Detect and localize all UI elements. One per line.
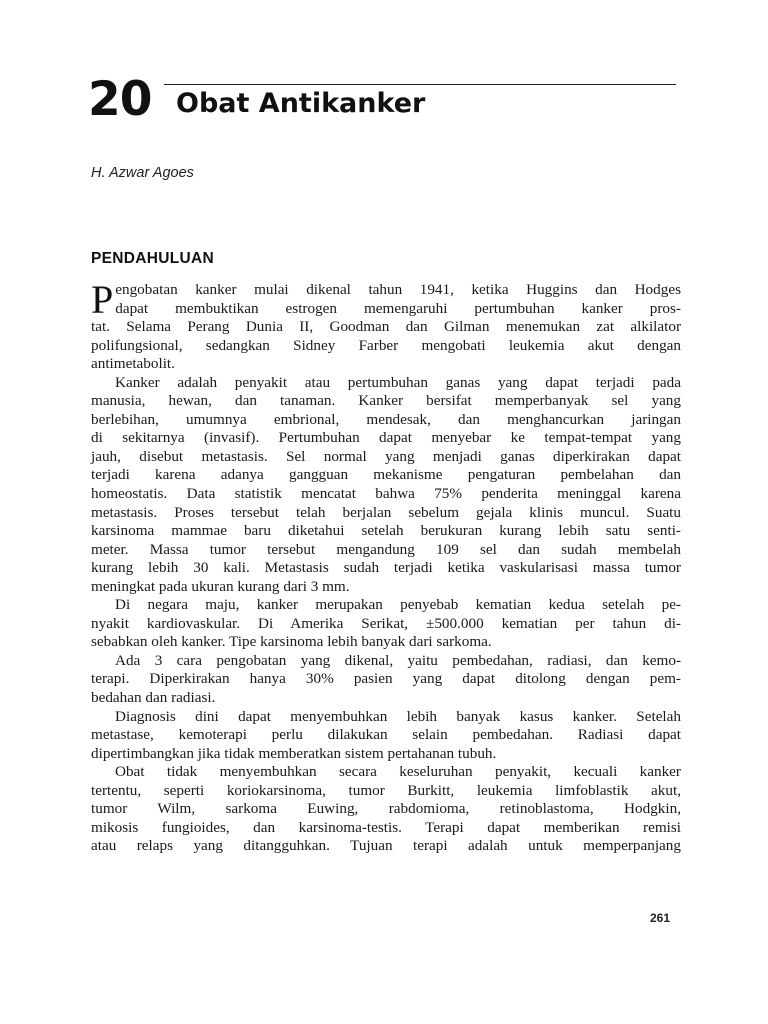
text-line: tertentu, seperti koriokarsinoma, tumor Burkitt, leukemia limfoblastik akut, bbox=[91, 781, 681, 799]
text-line: nyakit kardiovaskular. Di Amerika Serikat, ±500.000 kematian per tahun di- bbox=[91, 614, 681, 632]
drop-cap: P bbox=[91, 277, 114, 322]
text-line: metastasis. Proses tersebut telah berjalan sebelum gejala klinis muncul. Suatu bbox=[91, 503, 681, 521]
text-line: karsinoma mammae baru diketahui setelah berukuran kurang lebih satu senti- bbox=[91, 522, 681, 540]
section-heading: PENDAHULUAN bbox=[91, 250, 214, 267]
text-line: Diagnosis dini dapat menyembuhkan lebih banyak kasus kanker. Setelah bbox=[115, 707, 681, 725]
body-text bbox=[91, 277, 681, 856]
text-line: meter. Massa tumor tersebut mengandung 109 sel dan sudah membelah bbox=[91, 540, 681, 558]
text-line: antimetabolit. bbox=[91, 355, 175, 373]
text-line: mikosis fungioides, dan karsinoma-testis. Terapi dapat memberikan remisi bbox=[91, 818, 681, 836]
text-line: homeostatis. Data statistik mencatat bahwa 75% penderita meninggal karena bbox=[91, 485, 681, 503]
text-line: terjadi karena adanya gangguan mekanisme pengaturan pembelahan dan bbox=[91, 466, 681, 484]
chapter-number: 20 bbox=[88, 72, 152, 127]
text-line: sebabkan oleh kanker. Tipe karsinoma lebih banyak dari sarkoma. bbox=[91, 633, 492, 651]
author-name: H. Azwar Agoes bbox=[91, 165, 194, 181]
text-line: manusia, hewan, dan tanaman. Kanker bersifat memperbanyak sel yang bbox=[91, 392, 681, 410]
text-line: bedahan dan radiasi. bbox=[91, 689, 216, 707]
text-line: dapat membuktikan estrogen memengaruhi pertumbuhan kanker pros- bbox=[115, 299, 681, 317]
text-line: meningkat pada ukuran kurang dari 3 mm. bbox=[91, 577, 350, 595]
page-number: 261 bbox=[650, 911, 671, 925]
text-line: Di negara maju, kanker merupakan penyebab kematian kedua setelah pe- bbox=[115, 596, 681, 614]
text-line: metastase, kemoterapi perlu dilakukan selain pembedahan. Radiasi dapat bbox=[91, 726, 681, 744]
text-line: di sekitarnya (invasif). Pertumbuhan dapat menyebar ke tempat-tempat yang bbox=[91, 429, 681, 447]
text-line: dipertimbangkan jika tidak memberatkan sistem pertahanan tubuh. bbox=[91, 744, 497, 762]
text-line: jauh, disebut metastasis. Sel normal yang menjadi ganas diperkirakan dapat bbox=[91, 447, 681, 465]
text-line: tat. Selama Perang Dunia II, Goodman dan Gilman menemukan zat alkilator bbox=[91, 318, 681, 336]
text-line: Kanker adalah penyakit atau pertumbuhan ganas yang dapat terjadi pada bbox=[115, 373, 681, 391]
text-line: polifungsional, sedangkan Sidney Farber mengobati leukemia akut dengan bbox=[91, 336, 681, 354]
text-line: Obat tidak menyembuhkan secara keseluruhan penyakit, kecuali kanker bbox=[115, 763, 681, 781]
chapter-title: Obat Antikanker bbox=[176, 88, 426, 119]
text-line: berlebihan, umumnya embrional, mendesak, dan menghancurkan jaringan bbox=[91, 410, 681, 428]
text-line: terapi. Diperkirakan hanya 30% pasien yang dapat ditolong dengan pem- bbox=[91, 670, 681, 688]
text-line: Ada 3 cara pengobatan yang dikenal, yaitu pembedahan, radiasi, dan kemo- bbox=[115, 651, 681, 669]
text-line: tumor Wilm, sarkoma Euwing, rabdomioma, retinoblastoma, Hodgkin, bbox=[91, 800, 681, 818]
text-line: kurang lebih 30 kali. Metastasis sudah terjadi ketika vaskularisasi massa tumor bbox=[91, 559, 681, 577]
chapter-header-rule bbox=[164, 84, 676, 85]
text-line: engobatan kanker mulai dikenal tahun 1941, ketika Huggins dan Hodges bbox=[115, 281, 681, 298]
text-line: atau relaps yang ditangguhkan. Tujuan terapi adalah untuk memperpanjang bbox=[91, 837, 681, 855]
